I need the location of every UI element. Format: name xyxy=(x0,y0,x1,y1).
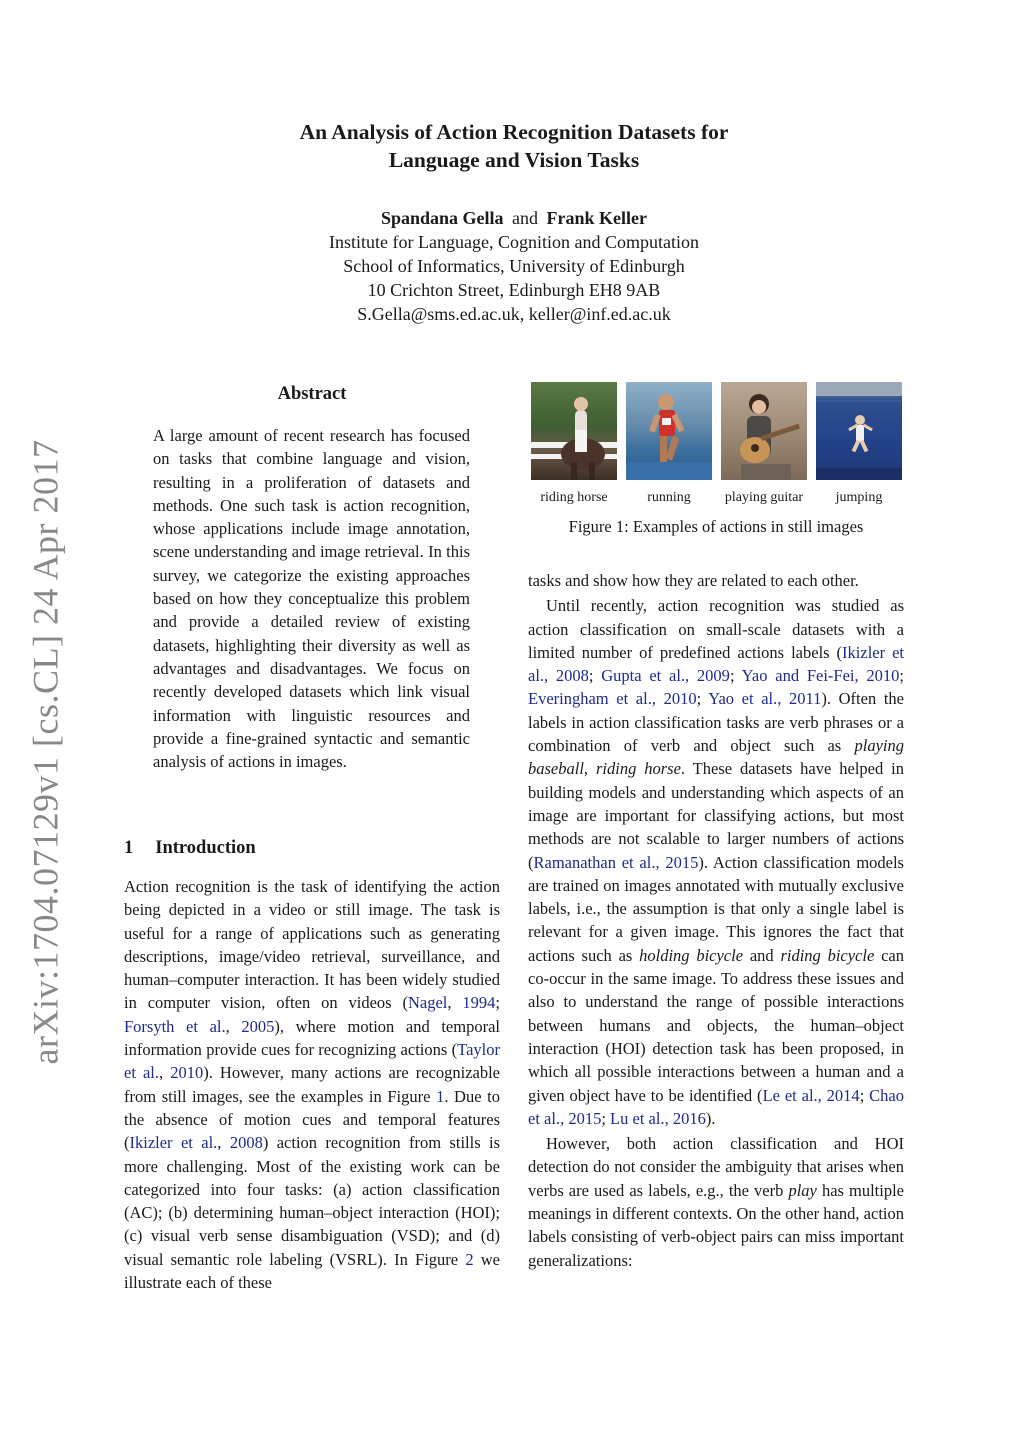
figure-reference-link[interactable]: 2 xyxy=(465,1249,474,1269)
author-and: and xyxy=(512,208,539,228)
text-run: , xyxy=(447,993,463,1013)
text-run: ; xyxy=(601,1108,611,1128)
abstract-heading: Abstract xyxy=(277,384,347,404)
caption-riding-horse: riding horse xyxy=(540,490,608,505)
figure-1-images xyxy=(531,382,897,506)
caption-playing-guitar: playing guitar xyxy=(724,490,804,505)
running-photo xyxy=(626,382,712,480)
italic-term: play xyxy=(788,1180,817,1200)
text-run: . Due to the absence of motion cues and temporal features ( xyxy=(124,1086,500,1153)
text-run: ; xyxy=(495,993,500,1013)
right-paragraph-2 xyxy=(528,1132,904,1272)
citation-link[interactable]: Everingham et al., 2010 xyxy=(528,689,697,709)
playing-guitar-photo xyxy=(721,382,807,480)
text-run: ). Often the labels in action classification tasks are verb phrases or a combination of verb and object such as xyxy=(528,689,904,756)
author-2: Frank Keller xyxy=(546,208,648,228)
author-block xyxy=(120,206,908,326)
text-run: ). xyxy=(705,1108,716,1128)
author-names xyxy=(120,206,908,230)
title-line-2: Language and Vision Tasks xyxy=(388,148,640,172)
citation-link[interactable]: Lu et al., 2016 xyxy=(610,1108,706,1128)
text-run: ; xyxy=(899,666,904,686)
text-run: Until recently, action recognition was studied as action classification on small-scale datasets with a limited number of predefined actions labels ( xyxy=(528,596,904,662)
text-run: However, both action classification and HOI detection do not consider the ambiguity that arises when verbs are used as labels, e.g., the verb xyxy=(528,1134,904,1200)
citation-link[interactable]: Le et al., 2014 xyxy=(762,1085,860,1105)
right-column-body xyxy=(528,569,904,1274)
affiliation-address: 10 Crichton Street, Edinburgh EH8 9AB xyxy=(367,280,661,300)
text-run: we illustrate each of these xyxy=(124,1249,500,1293)
citation-link[interactable]: Ikizler et al. xyxy=(129,1133,218,1153)
right-paragraph-1 xyxy=(528,594,904,1130)
affiliation-institute: Institute for Language, Cognition and Computation xyxy=(329,232,699,252)
text-run: ), where motion and temporal information provide cues for recognizing actions ( xyxy=(124,1016,500,1060)
section-heading-introduction xyxy=(124,838,256,859)
italic-term: playing baseball xyxy=(528,736,904,779)
citation-link[interactable]: Yao et al., 2011 xyxy=(708,689,822,709)
caption-jumping: jumping xyxy=(835,490,883,505)
citation-link[interactable]: 2008 xyxy=(229,1133,263,1153)
arxiv-sidebar xyxy=(22,439,68,1065)
text-run: ; xyxy=(859,1085,870,1105)
riding-horse-photo xyxy=(531,382,617,480)
left-column-body xyxy=(124,875,500,1296)
text-run: ; xyxy=(696,689,709,709)
intro-paragraph-1 xyxy=(124,875,500,1294)
citation-link[interactable]: 1994 xyxy=(462,993,496,1013)
jumping-illustration xyxy=(816,382,902,480)
citation-link[interactable]: Chao et al., 2015 xyxy=(528,1085,904,1128)
figure-running xyxy=(626,382,712,506)
text-run: ). Action classification models are trained on images annotated with mutually exclusive labels, i.e., the assumption is that only a single label is relevant for a given image. This ignores the fact that actions such as xyxy=(528,852,904,965)
text-run: has multiple meanings in different contexts. On the other hand, action labels consisting of verb-object pairs can miss important generalizations: xyxy=(528,1180,904,1270)
section-title: Introduction xyxy=(155,838,256,858)
author-1: Spandana Gella xyxy=(380,208,504,228)
text-run: can co-occur in the same image. To address these issues and also to understand the range of possible interactions between humans and objects, the human–object interaction (HOI) detection task has been proposed, in which all possible interactions between a human and a given object have to be identified ( xyxy=(528,945,904,1105)
author-emails: S.Gella@sms.ed.ac.uk, keller@inf.ed.ac.uk xyxy=(357,304,671,324)
figure-1-caption: Figure 1: Examples of actions in still images xyxy=(568,517,864,536)
text-run: and xyxy=(743,945,781,965)
citation-link[interactable]: 2005 xyxy=(241,1016,275,1036)
text-run: , xyxy=(225,1016,242,1036)
citation-link[interactable]: Ikizler et al., 2008 xyxy=(528,642,904,686)
text-run: , xyxy=(583,759,596,779)
text-run: ; xyxy=(729,666,742,686)
title-line-1: An Analysis of Action Recognition Datasets for xyxy=(299,120,729,144)
jumping-photo xyxy=(816,382,902,480)
riding-horse-illustration xyxy=(531,382,617,480)
paper-title xyxy=(120,118,908,174)
playing-guitar-illustration xyxy=(721,382,807,480)
abstract-text: A large amount of recent research has focused on tasks that combine language and vision, resulting in a proliferation of datasets and methods. One such task is action recognition, whose applications include image annotation, scene understanding and image retrieval. In this survey, we categorize the existing approaches based on how they conceptualize this problem and provide a detailed review of existing datasets, highlighting their diversity as well as advantages and disadvantages. We focus on recently developed datasets which link visual information with linguistic resources and provide a fine-grained syntactic and semantic analysis of actions in images. xyxy=(153,426,470,772)
figure-riding-horse xyxy=(531,382,617,506)
citation-link[interactable]: 2010 xyxy=(170,1063,204,1083)
citation-link[interactable]: Taylor et al. xyxy=(124,1040,500,1083)
italic-term: riding bicycle xyxy=(780,945,875,965)
text-run: ) action recognition from stills is more challenging. Most of the existing work can be categorized into four tasks: (a) action classification (AC); (b) determining human–object interaction (HOI); (c) visual verb sense disambiguation (VSD); and (d) visual semantic role labeling (VSRL). In Figure xyxy=(124,1133,501,1269)
citation-link[interactable]: Gupta et al., 2009 xyxy=(601,666,730,686)
arxiv-identifier: arXiv:1704.07129v1 [cs.CL] 24 Apr 2017 xyxy=(25,439,65,1065)
citation-link[interactable]: Forsyth et al. xyxy=(124,1016,226,1036)
figure-playing-guitar xyxy=(721,382,807,506)
figure-reference-link[interactable]: 1 xyxy=(436,1086,445,1106)
citation-link[interactable]: Nagel xyxy=(407,993,448,1013)
text-run: , xyxy=(217,1133,230,1153)
text-run: ). However, many actions are recognizable from still images, see the examples in Figure xyxy=(124,1063,500,1106)
text-run: ; xyxy=(588,666,602,686)
figure-jumping xyxy=(816,382,902,506)
caption-running: running xyxy=(647,490,691,505)
text-run: Action recognition is the task of identifying the action being depicted in a video or still image. The task is useful for a range of applications such as generating descriptions, image/video retrieval, surveillance, and human–computer interaction. It has been widely studied in computer vision, often on videos ( xyxy=(124,877,500,1013)
citation-link[interactable]: Yao and Fei-Fei, 2010 xyxy=(741,666,900,686)
text-run: , xyxy=(159,1063,171,1083)
section-number: 1 xyxy=(124,838,134,858)
italic-term: holding bicycle xyxy=(639,945,744,965)
running-illustration xyxy=(626,382,712,480)
citation-link[interactable]: Ramanathan et al., 2015 xyxy=(533,852,699,872)
affiliation-school: School of Informatics, University of Edinburgh xyxy=(343,256,685,276)
right-paragraph-0: tasks and show how they are related to each other. xyxy=(528,571,859,590)
italic-term: riding horse xyxy=(595,759,681,779)
text-run: . These datasets have helped in building models and understanding which aspects of an image are important for classifying actions, but most methods are not scalable to larger numbers of actions ( xyxy=(528,759,904,872)
